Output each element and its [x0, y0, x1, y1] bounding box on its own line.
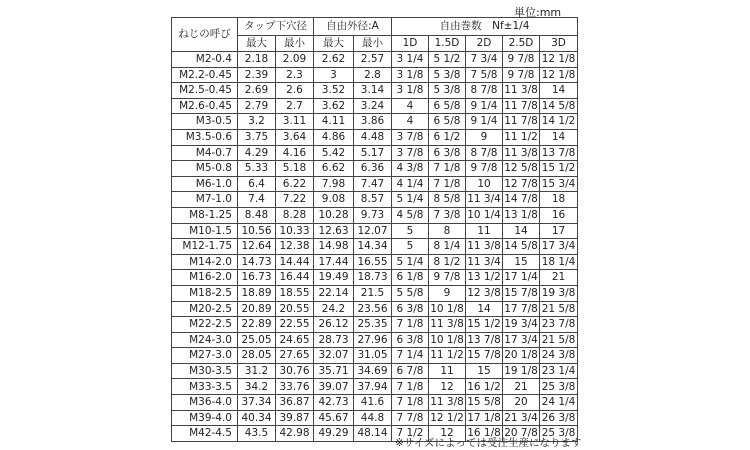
header-turns-1-5d: 1.5D: [429, 36, 466, 52]
value-cell: 19.49: [314, 270, 354, 286]
value-cell: 4.11: [314, 114, 354, 130]
value-cell: 6 7/8: [392, 363, 429, 379]
thread-size-cell: M42-4.5: [172, 426, 238, 442]
thread-size-cell: M7-1.0: [172, 192, 238, 208]
value-cell: 17 3/4: [503, 332, 540, 348]
value-cell: 11 3/8: [503, 83, 540, 99]
value-cell: 3.62: [314, 98, 354, 114]
value-cell: 12: [429, 426, 466, 442]
value-cell: 10.33: [276, 223, 314, 239]
value-cell: 14.73: [238, 254, 276, 270]
value-cell: 23.56: [354, 301, 392, 317]
value-cell: 40.34: [238, 410, 276, 426]
value-cell: 34.69: [354, 363, 392, 379]
value-cell: 5 3/8: [429, 83, 466, 99]
value-cell: 7 1/8: [392, 379, 429, 395]
value-cell: 14 1/2: [540, 114, 578, 130]
value-cell: 7.98: [314, 176, 354, 192]
value-cell: 5: [392, 223, 429, 239]
value-cell: 21 5/8: [540, 301, 578, 317]
value-cell: 3.86: [354, 114, 392, 130]
value-cell: 16.73: [238, 270, 276, 286]
value-cell: 20 1/8: [503, 348, 540, 364]
thread-size-cell: M4-0.7: [172, 145, 238, 161]
value-cell: 31.05: [354, 348, 392, 364]
value-cell: 12 1/8: [540, 67, 578, 83]
thread-size-cell: M30-3.5: [172, 363, 238, 379]
value-cell: 12 3/8: [466, 285, 503, 301]
value-cell: 26 3/8: [540, 410, 578, 426]
thread-size-cell: M10-1.5: [172, 223, 238, 239]
value-cell: 16 1/2: [466, 379, 503, 395]
thread-size-cell: M22-2.5: [172, 317, 238, 333]
value-cell: 21 5/8: [540, 332, 578, 348]
value-cell: 11 3/8: [466, 239, 503, 255]
value-cell: 7 1/8: [392, 395, 429, 411]
value-cell: 16.44: [276, 270, 314, 286]
unit-label: 単位:mm: [514, 6, 562, 19]
value-cell: 4 5/8: [392, 207, 429, 223]
table-row: [172, 317, 578, 333]
value-cell: 8.28: [276, 207, 314, 223]
value-cell: 5 5/8: [392, 285, 429, 301]
value-cell: 10 1/4: [466, 207, 503, 223]
value-cell: 9 7/8: [503, 52, 540, 68]
value-cell: 11: [466, 223, 503, 239]
value-cell: 8: [429, 223, 466, 239]
value-cell: 6.36: [354, 161, 392, 177]
value-cell: 20 7/8: [503, 426, 540, 442]
value-cell: 42.98: [276, 426, 314, 442]
value-cell: 8 1/2: [429, 254, 466, 270]
value-cell: 11 1/2: [503, 129, 540, 145]
value-cell: 42.73: [314, 395, 354, 411]
value-cell: 7.47: [354, 176, 392, 192]
table-row: [172, 239, 578, 255]
value-cell: 8 5/8: [429, 192, 466, 208]
value-cell: 4.29: [238, 145, 276, 161]
value-cell: 18 1/4: [540, 254, 578, 270]
thread-size-cell: M2.6-0.45: [172, 98, 238, 114]
value-cell: 17 1/4: [503, 270, 540, 286]
value-cell: 19 1/8: [503, 363, 540, 379]
header-turns-1d: 1D: [392, 36, 429, 52]
value-cell: 7.22: [276, 192, 314, 208]
value-cell: 12 5/8: [503, 161, 540, 177]
thread-size-cell: M24-3.0: [172, 332, 238, 348]
header-turns-3d: 3D: [540, 36, 578, 52]
value-cell: 5.18: [276, 161, 314, 177]
header-tap-min: 最小: [276, 36, 314, 52]
value-cell: 12 1/2: [429, 410, 466, 426]
value-cell: 21: [540, 270, 578, 286]
value-cell: 17.44: [314, 254, 354, 270]
header-free-turns: 自由巻数 Nf±1/4: [392, 18, 578, 36]
table-row: [172, 67, 578, 83]
value-cell: 18.73: [354, 270, 392, 286]
value-cell: 15 1/2: [466, 317, 503, 333]
thread-size-cell: M8-1.25: [172, 207, 238, 223]
value-cell: 2.8: [354, 67, 392, 83]
value-cell: 9 7/8: [429, 270, 466, 286]
value-cell: 21 3/4: [503, 410, 540, 426]
value-cell: 3: [314, 67, 354, 83]
value-cell: 9: [466, 129, 503, 145]
value-cell: 45.67: [314, 410, 354, 426]
value-cell: 10.28: [314, 207, 354, 223]
value-cell: 11 3/8: [429, 395, 466, 411]
table-row: [172, 285, 578, 301]
value-cell: 20.89: [238, 301, 276, 317]
value-cell: 32.07: [314, 348, 354, 364]
value-cell: 6 1/8: [392, 270, 429, 286]
value-cell: 12: [429, 379, 466, 395]
value-cell: 16: [540, 207, 578, 223]
thread-size-cell: M2-0.4: [172, 52, 238, 68]
value-cell: 16.55: [354, 254, 392, 270]
value-cell: 6 5/8: [429, 98, 466, 114]
value-cell: 2.69: [238, 83, 276, 99]
value-cell: 11 1/2: [429, 348, 466, 364]
value-cell: 19 3/8: [540, 285, 578, 301]
value-cell: 37.34: [238, 395, 276, 411]
value-cell: 17 7/8: [503, 301, 540, 317]
spec-table: [171, 17, 578, 442]
value-cell: 24.2: [314, 301, 354, 317]
value-cell: 14: [540, 83, 578, 99]
value-cell: 11 3/8: [429, 317, 466, 333]
value-cell: 3.64: [276, 129, 314, 145]
thread-size-cell: M39-4.0: [172, 410, 238, 426]
value-cell: 14 5/8: [540, 98, 578, 114]
value-cell: 3.24: [354, 98, 392, 114]
value-cell: 21.5: [354, 285, 392, 301]
value-cell: 48.14: [354, 426, 392, 442]
thread-size-cell: M27-3.0: [172, 348, 238, 364]
value-cell: 27.96: [354, 332, 392, 348]
value-cell: 27.65: [276, 348, 314, 364]
value-cell: 28.05: [238, 348, 276, 364]
value-cell: 6 3/8: [392, 301, 429, 317]
table-row: [172, 410, 578, 426]
table-row: [172, 223, 578, 239]
table-row: [172, 83, 578, 99]
value-cell: 6.22: [276, 176, 314, 192]
value-cell: 6 5/8: [429, 114, 466, 130]
value-cell: 21: [503, 379, 540, 395]
value-cell: 4.86: [314, 129, 354, 145]
value-cell: 15 7/8: [466, 348, 503, 364]
value-cell: 11 7/8: [503, 114, 540, 130]
value-cell: 9 7/8: [503, 67, 540, 83]
value-cell: 15 5/8: [466, 395, 503, 411]
value-cell: 37.94: [354, 379, 392, 395]
value-cell: 30.76: [276, 363, 314, 379]
value-cell: 22.14: [314, 285, 354, 301]
value-cell: 18: [540, 192, 578, 208]
thread-size-cell: M2.5-0.45: [172, 83, 238, 99]
value-cell: 28.73: [314, 332, 354, 348]
value-cell: 34.2: [238, 379, 276, 395]
value-cell: 7 1/2: [392, 426, 429, 442]
value-cell: 2.09: [276, 52, 314, 68]
value-cell: 18.89: [238, 285, 276, 301]
value-cell: 11 7/8: [503, 98, 540, 114]
table-row: [172, 254, 578, 270]
table-row: [172, 114, 578, 130]
value-cell: 11 3/8: [503, 145, 540, 161]
value-cell: 15 3/4: [540, 176, 578, 192]
value-cell: 9: [429, 285, 466, 301]
thread-size-cell: M14-2.0: [172, 254, 238, 270]
value-cell: 5 1/4: [392, 254, 429, 270]
value-cell: 5 1/2: [429, 52, 466, 68]
value-cell: 14: [540, 129, 578, 145]
value-cell: 9.73: [354, 207, 392, 223]
value-cell: 3.11: [276, 114, 314, 130]
value-cell: 24 1/4: [540, 395, 578, 411]
header-outer-max: 最大: [314, 36, 354, 52]
table-row: [172, 363, 578, 379]
value-cell: 20: [503, 395, 540, 411]
table-row: [172, 192, 578, 208]
value-cell: 6.62: [314, 161, 354, 177]
value-cell: 25.35: [354, 317, 392, 333]
value-cell: 4 3/8: [392, 161, 429, 177]
value-cell: 11 3/4: [466, 192, 503, 208]
table-row: [172, 98, 578, 114]
header-name: ねじの呼び: [172, 18, 238, 52]
table-row: [172, 301, 578, 317]
footnote: ※サイズによっては受注生産になります: [395, 437, 582, 449]
value-cell: 25.05: [238, 332, 276, 348]
value-cell: 10.56: [238, 223, 276, 239]
value-cell: 12.64: [238, 239, 276, 255]
value-cell: 14.98: [314, 239, 354, 255]
header-free-outer: 自由外径:A: [314, 18, 392, 36]
value-cell: 22.55: [276, 317, 314, 333]
value-cell: 7 1/8: [429, 176, 466, 192]
value-cell: 14.44: [276, 254, 314, 270]
value-cell: 17 1/8: [466, 410, 503, 426]
value-cell: 41.6: [354, 395, 392, 411]
value-cell: 16 1/8: [466, 426, 503, 442]
value-cell: 2.79: [238, 98, 276, 114]
value-cell: 8 7/8: [466, 145, 503, 161]
value-cell: 3 7/8: [392, 129, 429, 145]
value-cell: 7 3/4: [466, 52, 503, 68]
value-cell: 8 7/8: [466, 83, 503, 99]
value-cell: 17: [540, 223, 578, 239]
table-row: [172, 270, 578, 286]
value-cell: 5.17: [354, 145, 392, 161]
table-row: [172, 207, 578, 223]
value-cell: 24 3/8: [540, 348, 578, 364]
value-cell: 4 1/4: [392, 176, 429, 192]
thread-size-cell: M33-3.5: [172, 379, 238, 395]
value-cell: 15: [503, 254, 540, 270]
value-cell: 2.18: [238, 52, 276, 68]
value-cell: 39.87: [276, 410, 314, 426]
value-cell: 12 7/8: [503, 176, 540, 192]
header-turns-2-5d: 2.5D: [503, 36, 540, 52]
value-cell: 7.4: [238, 192, 276, 208]
value-cell: 2.39: [238, 67, 276, 83]
value-cell: 2.3: [276, 67, 314, 83]
value-cell: 10: [466, 176, 503, 192]
value-cell: 13 1/8: [503, 207, 540, 223]
value-cell: 33.76: [276, 379, 314, 395]
value-cell: 12.38: [276, 239, 314, 255]
value-cell: 31.2: [238, 363, 276, 379]
value-cell: 13 7/8: [466, 332, 503, 348]
value-cell: 19 3/4: [503, 317, 540, 333]
thread-size-cell: M20-2.5: [172, 301, 238, 317]
table-row: [172, 348, 578, 364]
value-cell: 14.34: [354, 239, 392, 255]
thread-size-cell: M6-1.0: [172, 176, 238, 192]
table-row: [172, 332, 578, 348]
thread-size-cell: M36-4.0: [172, 395, 238, 411]
table-row: [172, 145, 578, 161]
value-cell: 49.29: [314, 426, 354, 442]
value-cell: 14: [466, 301, 503, 317]
value-cell: 4.48: [354, 129, 392, 145]
table-row: [172, 395, 578, 411]
value-cell: 3.52: [314, 83, 354, 99]
value-cell: 15: [466, 363, 503, 379]
thread-size-cell: M3-0.5: [172, 114, 238, 130]
value-cell: 10 1/8: [429, 301, 466, 317]
value-cell: 2.6: [276, 83, 314, 99]
value-cell: 25 3/8: [540, 379, 578, 395]
value-cell: 15 7/8: [503, 285, 540, 301]
table-row: [172, 129, 578, 145]
table-body: [172, 52, 578, 442]
value-cell: 14 7/8: [503, 192, 540, 208]
value-cell: 9.08: [314, 192, 354, 208]
value-cell: 5 1/4: [392, 192, 429, 208]
header-turns-2d: 2D: [466, 36, 503, 52]
value-cell: 3.2: [238, 114, 276, 130]
value-cell: 7 1/8: [429, 161, 466, 177]
value-cell: 5: [392, 239, 429, 255]
thread-size-cell: M12-1.75: [172, 239, 238, 255]
value-cell: 14 5/8: [503, 239, 540, 255]
header-tap-hole: タップ下穴径: [238, 18, 314, 36]
value-cell: 4: [392, 98, 429, 114]
value-cell: 8 1/4: [429, 239, 466, 255]
value-cell: 22.89: [238, 317, 276, 333]
value-cell: 7 5/8: [466, 67, 503, 83]
value-cell: 17 3/4: [540, 239, 578, 255]
value-cell: 35.71: [314, 363, 354, 379]
value-cell: 2.7: [276, 98, 314, 114]
value-cell: 36.87: [276, 395, 314, 411]
value-cell: 4: [392, 114, 429, 130]
thread-size-cell: M2.2-0.45: [172, 67, 238, 83]
thread-size-cell: M3.5-0.6: [172, 129, 238, 145]
table-row: [172, 379, 578, 395]
value-cell: 44.8: [354, 410, 392, 426]
value-cell: 24.65: [276, 332, 314, 348]
value-cell: 23 7/8: [540, 317, 578, 333]
value-cell: 8.57: [354, 192, 392, 208]
table-row: [172, 52, 578, 68]
value-cell: 2.62: [314, 52, 354, 68]
value-cell: 5 3/8: [429, 67, 466, 83]
value-cell: 15 1/2: [540, 161, 578, 177]
value-cell: 18.55: [276, 285, 314, 301]
value-cell: 26.12: [314, 317, 354, 333]
value-cell: 9 1/4: [466, 114, 503, 130]
value-cell: 7 1/8: [392, 317, 429, 333]
value-cell: 3 7/8: [392, 145, 429, 161]
value-cell: 5.42: [314, 145, 354, 161]
value-cell: 3 1/8: [392, 67, 429, 83]
table-row: [172, 161, 578, 177]
value-cell: 23 1/4: [540, 363, 578, 379]
value-cell: 13 7/8: [540, 145, 578, 161]
value-cell: 3 1/4: [392, 52, 429, 68]
thread-size-cell: M16-2.0: [172, 270, 238, 286]
value-cell: 8.48: [238, 207, 276, 223]
value-cell: 7 1/4: [392, 348, 429, 364]
value-cell: 9 7/8: [466, 161, 503, 177]
header-tap-max: 最大: [238, 36, 276, 52]
value-cell: 14: [503, 223, 540, 239]
value-cell: 11: [429, 363, 466, 379]
value-cell: 7 7/8: [392, 410, 429, 426]
thread-size-cell: M5-0.8: [172, 161, 238, 177]
value-cell: 12.07: [354, 223, 392, 239]
value-cell: 39.07: [314, 379, 354, 395]
value-cell: 5.33: [238, 161, 276, 177]
value-cell: 3.14: [354, 83, 392, 99]
value-cell: 6.4: [238, 176, 276, 192]
value-cell: 20.55: [276, 301, 314, 317]
value-cell: 4.16: [276, 145, 314, 161]
thread-size-cell: M18-2.5: [172, 285, 238, 301]
value-cell: 43.5: [238, 426, 276, 442]
value-cell: 10 1/8: [429, 332, 466, 348]
value-cell: 6 3/8: [392, 332, 429, 348]
value-cell: 11 3/4: [466, 254, 503, 270]
value-cell: 7 3/8: [429, 207, 466, 223]
table-row: [172, 176, 578, 192]
value-cell: 12.63: [314, 223, 354, 239]
value-cell: 13 1/2: [466, 270, 503, 286]
value-cell: 3 1/8: [392, 83, 429, 99]
value-cell: 9 1/4: [466, 98, 503, 114]
value-cell: 2.57: [354, 52, 392, 68]
header-outer-min: 最小: [354, 36, 392, 52]
value-cell: 12 1/8: [540, 52, 578, 68]
value-cell: 3.75: [238, 129, 276, 145]
value-cell: 6 3/8: [429, 145, 466, 161]
value-cell: 6 1/2: [429, 129, 466, 145]
value-cell: 25 3/8: [540, 426, 578, 442]
